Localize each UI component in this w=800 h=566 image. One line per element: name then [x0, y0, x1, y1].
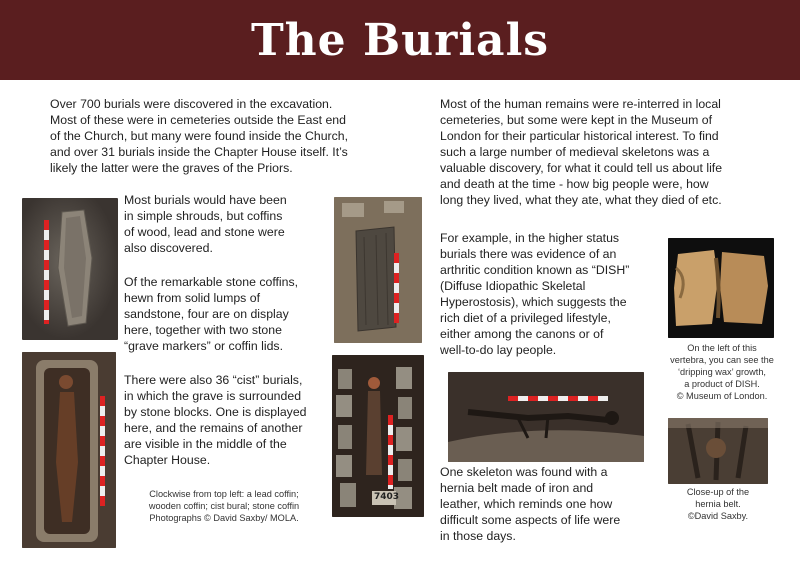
caption-line: On the left of this: [687, 343, 757, 353]
caption-line: Clockwise from top left: a lead coffin;: [149, 489, 299, 499]
caption-line: a product of DISH.: [684, 379, 760, 389]
text-line: Hyperostosis), which suggests the: [440, 295, 627, 309]
caption-line: ‘dripping wax’ growth,: [677, 367, 766, 377]
text-line: One skeleton was found with a: [440, 465, 608, 479]
text-line: of the Church, but many were found inside the Church,: [50, 129, 349, 143]
text-line: long they lived, what they ate, what they died of etc.: [440, 193, 722, 207]
wooden-coffin-illustration: [334, 197, 422, 343]
lead-coffin-photo: [22, 198, 118, 340]
coffins-paragraph: [124, 192, 329, 256]
text-line: in which the grave is surrounded: [124, 389, 302, 403]
caption-line: ©David Saxby.: [687, 511, 749, 521]
text-line: either among the canons or of: [440, 327, 604, 341]
text-line: such a large number of medieval skeletons was a: [440, 145, 710, 159]
text-line: Chapter House.: [124, 453, 211, 467]
hernia-belt-illustration: [668, 418, 768, 484]
vertebra-illustration: [668, 238, 774, 338]
text-line: and over 31 burials inside the Chapter House itself. It’s: [50, 145, 348, 159]
text-line: Over 700 burials were discovered in the excavation.: [50, 97, 333, 111]
text-line: arthritic condition known as “DISH”: [440, 263, 630, 277]
text-line: also discovered.: [124, 241, 213, 255]
caption-line: vertebra, you can see the: [670, 355, 774, 365]
text-line: London for their particular historical interest. To find: [440, 129, 719, 143]
text-line: are visible in the middle of the: [124, 437, 287, 451]
caption-line: wooden coffin; cist bural; stone coffin: [148, 501, 300, 511]
reinterred-paragraph: [440, 96, 780, 208]
text-line: here, together with two stone: [124, 323, 282, 337]
measuring-scale: [388, 415, 393, 489]
vertebra-caption: [662, 342, 782, 402]
text-line: leather, which reminds one how: [440, 497, 613, 511]
text-line: Of the remarkable stone coffins,: [124, 275, 299, 289]
hernia-belt-paragraph: [440, 464, 662, 544]
hernia-belt-closeup-photo: [668, 418, 768, 484]
intro-paragraph: [50, 96, 390, 176]
text-line: hernia belt made of iron and: [440, 481, 594, 495]
skeleton-illustration: [448, 372, 644, 462]
text-line: valuable discovery, for what it could tell us about life: [440, 161, 723, 175]
text-line: Most of the human remains were re-interred in local: [440, 97, 721, 111]
text-line: in simple shrouds, but coffins: [124, 209, 283, 223]
measuring-scale: [44, 220, 49, 324]
cist-burials-paragraph: [124, 372, 329, 468]
title-banner: [0, 0, 800, 80]
text-line: and death at the time - how big people were, how: [440, 177, 709, 191]
caption-line: hernia belt.: [695, 499, 741, 509]
text-line: Most of these were in cemeteries outside the East end: [50, 113, 346, 127]
stone-coffin-photo: [22, 352, 116, 548]
text-line: sandstone, four are on display: [124, 307, 289, 321]
text-line: by stone blocks. One is displayed: [124, 405, 307, 419]
text-line: For example, in the higher status: [440, 231, 620, 245]
text-line: difficult some aspects of life were: [440, 513, 621, 527]
measuring-scale: [394, 253, 399, 323]
photo-credit-caption: [124, 488, 324, 524]
page-title: The Burials: [250, 14, 550, 66]
lead-coffin-illustration: [22, 198, 118, 340]
cist-burial-photo: [332, 355, 424, 517]
text-line: likely the latter were the graves of the Priors.: [50, 161, 293, 175]
stone-coffins-paragraph: [124, 274, 329, 354]
hernia-belt-skeleton-photo: [448, 372, 644, 462]
measuring-scale: [100, 396, 105, 506]
caption-line: Close-up of the: [686, 487, 750, 497]
text-line: of wood, lead and stone were: [124, 225, 285, 239]
hernia-belt-caption: [660, 486, 776, 522]
wooden-coffin-photo: [334, 197, 422, 343]
vertebra-photo: [668, 238, 774, 338]
text-line: Most burials would have been: [124, 193, 287, 207]
text-line: “grave markers” or coffin lids.: [124, 339, 283, 353]
text-line: (Diffuse Idiopathic Skeletal: [440, 279, 586, 293]
text-line: in those days.: [440, 529, 516, 543]
text-line: cemeteries, but some were kept in the Museum of: [440, 113, 713, 127]
caption-line: © Museum of London.: [676, 391, 768, 401]
text-line: here, and the remains of another: [124, 421, 303, 435]
text-line: rich diet of a privileged lifestyle,: [440, 311, 611, 325]
measuring-scale: [508, 396, 608, 401]
text-line: burials there was evidence of an: [440, 247, 617, 261]
find-tag-label: 7403: [374, 492, 400, 502]
text-line: There were also 36 “cist” burials,: [124, 373, 303, 387]
text-line: well-to-do lay people.: [440, 343, 557, 357]
caption-line: Photographs © David Saxby/ MOLA.: [149, 513, 299, 523]
text-line: hewn from solid lumps of: [124, 291, 261, 305]
dish-paragraph: [440, 230, 662, 358]
